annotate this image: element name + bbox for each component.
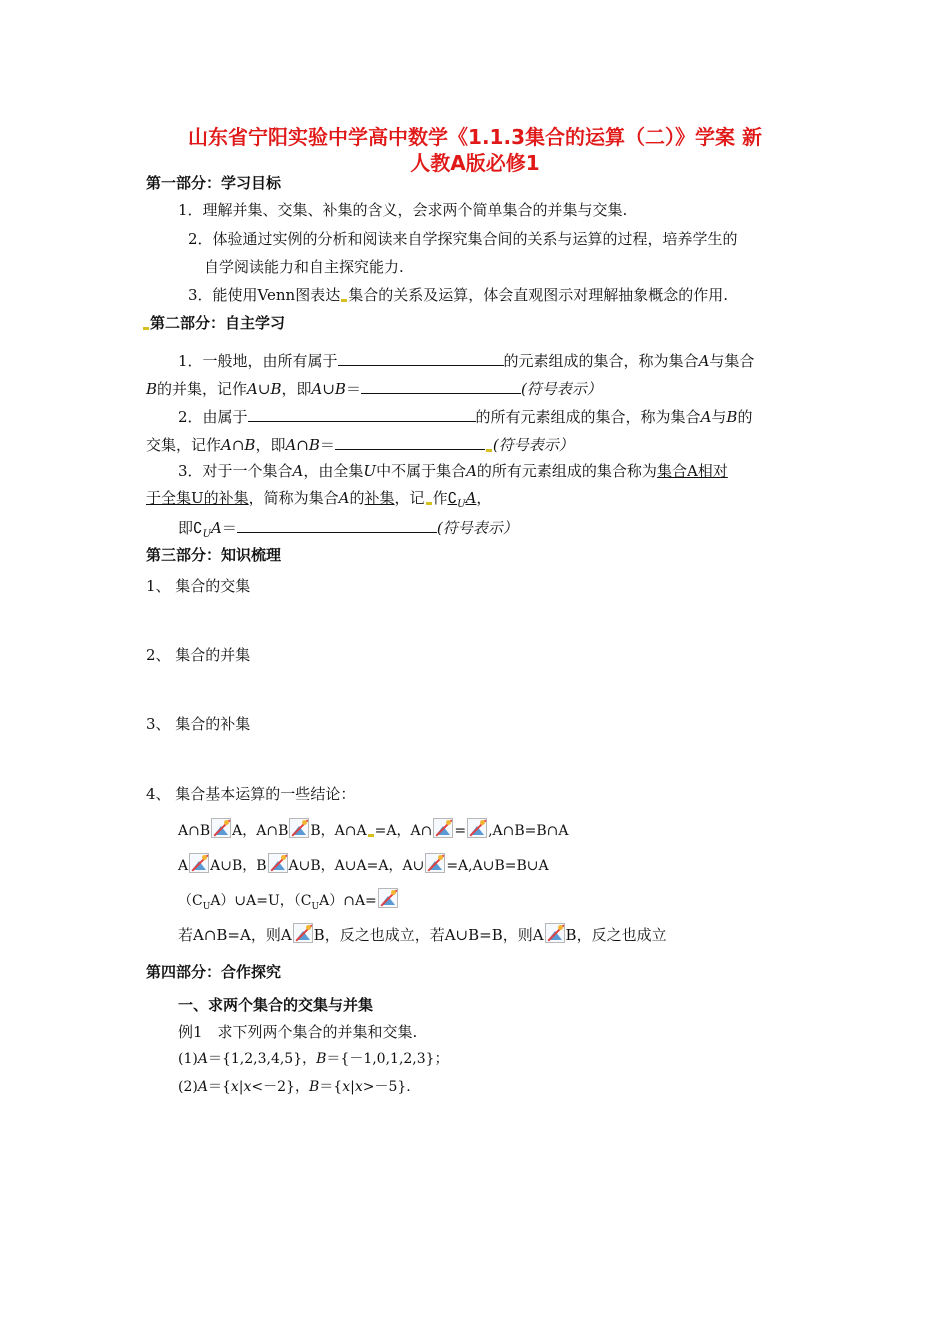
r2-text-b: A∪B，B <box>210 858 267 874</box>
complement-sign: ∁ <box>447 489 458 507</box>
q2-text-5: 交集，记作 <box>146 436 222 454</box>
q2-text-6: ，即 <box>255 436 286 454</box>
complement-sign-2: ∁ <box>193 519 203 537</box>
empty-set-icon <box>378 888 398 908</box>
edit-mark <box>486 449 492 452</box>
q1-text-5: ，即 <box>281 380 312 398</box>
e1-1-text-a: (1) <box>178 1051 198 1067</box>
subset-symbol-icon <box>545 923 565 943</box>
complement-subscript: U <box>457 499 466 510</box>
q2-intersect-expr: A∩B <box>221 436 256 454</box>
subset-symbol-icon <box>268 853 288 873</box>
complement-set: A <box>465 489 477 507</box>
conclusion-row-4 <box>178 923 667 945</box>
q2-answer-blank[interactable] <box>248 405 476 422</box>
example-1-title <box>178 1022 417 1042</box>
q2-intersect-expr-2: A∩B <box>285 436 320 454</box>
example-1-part2 <box>178 1077 411 1097</box>
subset-symbol-icon <box>293 923 313 943</box>
subsection-heading: 一、求两个集合的交集与并集 <box>178 996 374 1014</box>
e1-1-text-c: ＝{1,2,3,4,5}， <box>207 1051 317 1067</box>
q1-text-3: 与集合 <box>709 352 755 370</box>
q2-set-b: B <box>726 408 738 426</box>
r3-subscript-b: U <box>311 901 320 912</box>
q3-set-a-2: A <box>466 462 477 480</box>
q2-text-4: 的 <box>737 408 753 426</box>
edit-mark <box>368 834 374 837</box>
q2-text-3: 与 <box>711 408 727 426</box>
r1-text-e: = <box>454 823 467 839</box>
q2-hint: (符号表示） <box>492 436 574 454</box>
q1-union-expr-2: A∪B <box>311 380 346 398</box>
q2-set-a: A <box>700 408 712 426</box>
q3-text-8: 作 <box>432 489 448 507</box>
e1-2-text-g: <－2}， <box>251 1079 309 1095</box>
q1-text: 1．一般地，由所有属于 <box>178 352 338 370</box>
q1-union-expr: A∪B <box>247 380 282 398</box>
q3-text-2: ，由全集 <box>303 462 364 480</box>
e1-2-text-a: (2) <box>178 1079 198 1095</box>
q1-text-2: 的元素组成的集合，称为集合 <box>503 352 699 370</box>
r2-text-d: =A,A∪B=B∪A <box>446 858 549 874</box>
question-1-line1 <box>178 349 754 371</box>
q3-underlined-term: 集合A相对 <box>656 462 728 480</box>
r3-text-c: A）∩A= <box>319 893 377 909</box>
part1-heading: 第一部分：学习目标 <box>146 174 282 192</box>
r2-text-a: A <box>178 858 189 874</box>
section-intersection: 1、 集合的交集 <box>146 577 251 595</box>
q3-text-9: ， <box>476 489 492 507</box>
e1-2-set-a: A <box>197 1079 208 1095</box>
empty-set-icon <box>467 818 487 838</box>
q1-eq: ＝ <box>345 380 361 398</box>
document-title-line2: 人教A版必修1 <box>410 151 540 175</box>
complement-set-2: A <box>211 519 222 537</box>
part2-heading <box>142 313 285 333</box>
goal-item-2-line1: 2．体验通过实例的分析和阅读来自学探究集合间的关系与运算的过程，培养学生的 <box>188 230 738 248</box>
q2-symbol-blank[interactable] <box>335 433 485 450</box>
example-1-part1 <box>178 1049 449 1069</box>
q3-text-3: 中不属于集合 <box>376 462 467 480</box>
conclusion-row-1 <box>178 818 569 841</box>
section-complement: 3、 集合的补集 <box>146 715 251 733</box>
question-3-line1 <box>178 461 728 481</box>
empty-set-icon <box>433 818 453 838</box>
q1-set-a: A <box>698 352 710 370</box>
goal-item-3-part2: 集合的关系及运算，体会直观图示对理解抽象概念的作用. <box>348 286 728 304</box>
r1-text-d: =A，A∩ <box>374 823 433 839</box>
e1-1-text-e: ＝{－1,0,1,2,3}； <box>326 1051 449 1067</box>
e1-1-set-b: B <box>316 1051 327 1067</box>
conclusion-row-3 <box>178 888 399 917</box>
q3-universal-set: U <box>363 462 377 480</box>
q3-complement-term: 补集 <box>364 489 395 507</box>
r3-subscript-a: U <box>202 901 211 912</box>
q3-text-10: 即 <box>178 519 194 537</box>
e1-2-var-4: x <box>354 1079 363 1095</box>
r3-text-b: A）∪A=U，（C <box>210 893 312 909</box>
subset-symbol-icon <box>289 818 309 838</box>
r3-text-a: （C <box>178 893 203 909</box>
q3-set-a-3: A <box>338 489 350 507</box>
q1-set-b: B <box>146 380 158 398</box>
q1-text-4: 的并集，记作 <box>157 380 248 398</box>
part2-heading-text: 第二部分：自主学习 <box>150 314 286 332</box>
e1-1-set-a: A <box>197 1051 208 1067</box>
question-3-line3 <box>178 516 518 545</box>
part4-heading: 第四部分：合作探究 <box>146 963 282 981</box>
empty-set-icon <box>425 853 445 873</box>
e1-2-var-2: x <box>243 1079 252 1095</box>
r4-text-a: 若A∩B=A，则A <box>178 926 292 944</box>
r1-text-b: A，A∩B <box>232 823 289 839</box>
r4-text-b: B，反之也成立，若A∪B=B，则A <box>313 926 544 944</box>
q3-text-4: 的所有元素组成的集合称为 <box>476 462 657 480</box>
q3-text-7: ，记 <box>394 489 425 507</box>
edit-mark <box>426 502 432 505</box>
q3-text-5: ，简称为集合 <box>248 489 339 507</box>
e1-2-var: x <box>230 1079 239 1095</box>
goal-item-3 <box>188 285 728 305</box>
q3-complement-symbol <box>447 489 477 510</box>
goal-item-1: 1．理解并集、交集、补集的含义，会求两个简单集合的并集与交集. <box>178 201 628 219</box>
goal-item-2-line2: 自学阅读能力和自主探究能力. <box>204 258 404 276</box>
e1-2-bar: | <box>238 1079 244 1095</box>
q2-text: 2．由属于 <box>178 408 248 426</box>
q3-eq: ＝ <box>221 519 237 537</box>
subset-symbol-icon <box>211 818 231 838</box>
section-conclusions: 4、 集合基本运算的一些结论： <box>146 785 356 803</box>
q1-answer-blank[interactable] <box>338 349 504 366</box>
document-title-line1: 山东省宁阳实验中学高中数学《1.1.3集合的运算（二）》学案 新 <box>188 125 762 149</box>
edit-mark <box>341 299 347 302</box>
goal-item-3-part1: 3．能使用Venn图表达 <box>188 286 341 304</box>
edit-mark <box>143 327 149 330</box>
e1-2-set-b: B <box>308 1079 320 1095</box>
question-3-line2 <box>146 488 491 515</box>
complement-subscript-2: U <box>202 529 211 540</box>
q1-hint: (符号表示） <box>520 380 602 398</box>
e1-2-text-c: ＝{ <box>207 1079 231 1095</box>
e1-2-bar-2: | <box>350 1079 355 1095</box>
q3-text-6: 的 <box>349 489 365 507</box>
q2-eq: ＝ <box>319 436 335 454</box>
e1-2-var-3: x <box>342 1079 351 1095</box>
section-union: 2、 集合的并集 <box>146 646 251 664</box>
q1-symbol-blank[interactable] <box>361 377 521 394</box>
e1-2-text-m: >－5}. <box>362 1079 411 1095</box>
question-2-line2 <box>146 433 574 455</box>
part3-heading: 第三部分：知识梳理 <box>146 546 282 564</box>
question-2-line1 <box>178 405 752 427</box>
r1-text-a: A∩B <box>178 823 211 839</box>
r2-text-c: A∪B，A∪A=A，A∪ <box>288 858 425 874</box>
e1-2-text-i: ＝{ <box>319 1079 343 1095</box>
conclusion-row-2 <box>178 853 549 876</box>
q3-text: 3．对于一个集合 <box>178 462 293 480</box>
r4-text-c: B，反之也成立 <box>565 926 667 944</box>
q3-hint: (符号表示） <box>436 519 518 537</box>
q3-symbol-blank[interactable] <box>237 516 437 533</box>
question-1-line2 <box>146 377 602 399</box>
q3-set-a: A <box>292 462 304 480</box>
r1-text-f: ,A∩B=B∩A <box>488 823 569 839</box>
example-1-text: 例1 求下列两个集合的并集和交集. <box>178 1023 418 1041</box>
subset-symbol-icon <box>189 853 209 873</box>
q3-underlined-term-2: 于全集U的补集 <box>146 489 249 507</box>
q2-text-2: 的所有元素组成的集合，称为集合 <box>475 408 701 426</box>
r1-text-c: B，A∩A <box>310 823 367 839</box>
